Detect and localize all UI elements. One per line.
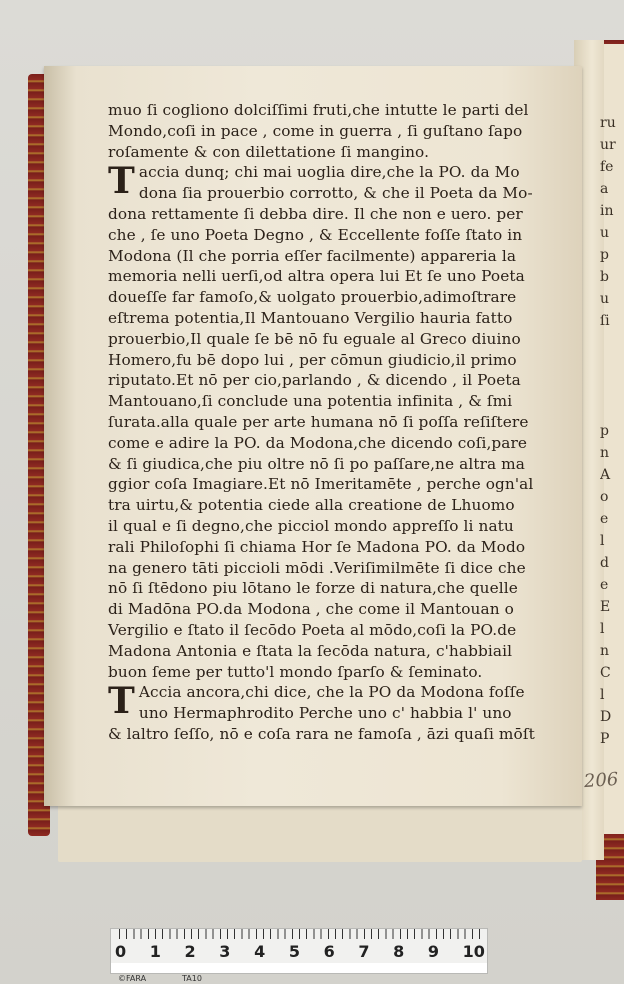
next-page-fragment: l — [600, 621, 605, 637]
ruler-number: 8 — [393, 942, 405, 961]
text-line: accia dunq; chi mai uoglia dire,che la PO. da Mo — [138, 163, 520, 182]
next-page-fragment: e — [600, 577, 609, 593]
text-line: na genero tāti piccioli mōdi .Veriſimilmēte ſi dice che — [108, 558, 526, 577]
next-page-fragment: n — [600, 445, 610, 461]
ruler-number: 9 — [427, 942, 440, 961]
ruler-number: 6 — [323, 942, 335, 961]
next-page-fragment: E — [600, 599, 611, 615]
ruler-number: 3 — [219, 942, 231, 961]
ruler-number: 4 — [254, 942, 266, 961]
text-line: come e adire la PO. da Modona,che dicendo coſi,pare — [108, 433, 528, 452]
text-line: muo ſi cogliono dolciſſimi fruti,che intutte le parti del — [108, 101, 529, 119]
next-page-fragment: in — [600, 203, 614, 219]
next-page-text — [600, 112, 624, 750]
text-line: tra uirtu,& potentia ciede alla creatione de Lhuomo — [108, 496, 515, 515]
ruler-numbers — [115, 942, 485, 960]
next-page-fragment: C — [600, 665, 611, 681]
text-line: doueſſe far famoſo,& uolgato prouerbio,adimoſtrare — [108, 288, 517, 307]
next-page-fragment: P — [600, 731, 610, 747]
next-page-fragment: fe — [600, 159, 614, 175]
text-line: roſamente & con dilettatione ſi mangino. — [108, 142, 430, 161]
text-line: Modona (Il che porria eſſer facilmente) appareria la — [108, 246, 517, 265]
drop-capital: T — [108, 160, 135, 203]
ruler-brand: ©FARA — [118, 974, 147, 983]
next-page-fragment: u — [600, 225, 610, 241]
ruler-number: 0 — [115, 942, 127, 961]
text-line: Vergilio e ſtato il ſecōdo Poeta al mōdo,coſi la PO.de — [108, 620, 517, 639]
next-page-fragment: b — [600, 269, 609, 285]
text-line: di Madōna PO.da Modona , che come il Mantouan o — [108, 600, 514, 619]
text-line: ggior coſa Imagiare.Et nō Imeritamēte , perche ogn'al — [108, 475, 534, 494]
text-line: & ſi giudica,che piu oltre nō ſi po paſſare,ne altra ma — [108, 454, 526, 473]
text-line: Accia ancora,chi dice, che la PO da Modona foſſe — [138, 683, 525, 702]
text-line: Mondo,coſi in pace , come in guerra , ſi guſtano ſapo — [108, 121, 523, 140]
text-line: ſurata.alla quale per arte humana nō ſi poſſa reſiſtere — [108, 412, 529, 431]
text-line: Madona Antonia e ſtata la ſecōda natura, c'habbiail — [108, 641, 513, 660]
text-line: buon ſeme per tutto'l mondo ſparſo & ſeminato. — [108, 662, 483, 681]
next-page-fragment: o — [600, 489, 609, 505]
ruler-ticks — [119, 929, 481, 939]
next-page-fragment: a — [600, 181, 609, 197]
next-page-fragment: ru — [600, 115, 616, 131]
ruler-number: 7 — [358, 942, 370, 961]
ruler-label-strip — [111, 963, 487, 973]
next-page-fragment: A — [600, 467, 611, 483]
next-page-fragment — [600, 376, 624, 398]
text-line: & laltro ſeſſo, nō e coſa rara ne famoſa , āzi quaſi mōſt — [108, 724, 535, 743]
ruler-code: TA10 — [182, 974, 202, 983]
handwritten-folio-number: 206 — [583, 768, 620, 793]
next-page-fragment: n — [600, 643, 610, 659]
next-page-fragment: p — [600, 247, 609, 263]
paragraph-2 — [108, 682, 546, 724]
ruler-number: 1 — [149, 942, 161, 961]
ruler-number: 5 — [288, 942, 300, 961]
next-page-fragment: p — [600, 423, 609, 439]
text-line: prouerbio,Il quale ſe bē nō fu eguale al Greco diuino — [108, 329, 521, 348]
next-page-fragment: l — [600, 533, 605, 549]
text-line: memoria nelli uerſi,od altra opera lui Et ſe uno Poeta — [108, 267, 525, 286]
next-page-fragment: l — [600, 687, 605, 703]
text-line: rali Philoſophi ſi chiama Hor ſe Madona PO. da Modo — [108, 537, 526, 556]
text-line: Mantouano,ſi conclude una potentia infinita , & ſmi — [108, 392, 513, 411]
next-page-fragment: e — [600, 511, 609, 527]
page-text — [108, 100, 546, 745]
text-line: eſtrema potentia,Il Mantouano Vergilio hauria fatto — [108, 308, 513, 327]
text-line: uno Hermaphrodito Perche uno c' habbia l' uno — [138, 704, 512, 723]
text-line: riputato.Et nō per cio,parlando , & dicendo , il Poeta — [108, 371, 521, 390]
ruler-number: 2 — [184, 942, 196, 961]
drop-capital: T — [108, 680, 135, 723]
text-line: nō ſi ſtēdono piu lōtano le forze di natura,che quelle — [108, 579, 518, 598]
ruler-number: 10 — [462, 942, 485, 961]
text-line: che , ſe uno Poeta Degno , & Eccellente foſſe ſtato in — [108, 225, 523, 244]
next-page-fragment — [600, 332, 624, 354]
next-page-fragment — [600, 354, 624, 376]
text-line: dona rettamente ſi debba dire. Il che non e uero. per — [108, 204, 523, 223]
next-page-fragment — [600, 398, 624, 420]
next-page-fragment: d — [600, 555, 609, 571]
next-page-fragment: ſi — [600, 313, 610, 329]
text-line: Homero,fu bē dopo lui , per cōmun giudicio,il primo — [108, 350, 517, 369]
next-page-fragment: ur — [600, 137, 616, 153]
scale-ruler — [110, 928, 488, 974]
next-page-fragment: D — [600, 709, 612, 725]
text-line: il qual e ſi degno,che picciol mondo appreſſo li natu — [108, 516, 514, 535]
paragraph-1 — [108, 162, 546, 204]
text-line: dona ſia prouerbio corrotto, & che il Poeta da Mo- — [138, 184, 533, 203]
next-page-fragment: u — [600, 291, 610, 307]
